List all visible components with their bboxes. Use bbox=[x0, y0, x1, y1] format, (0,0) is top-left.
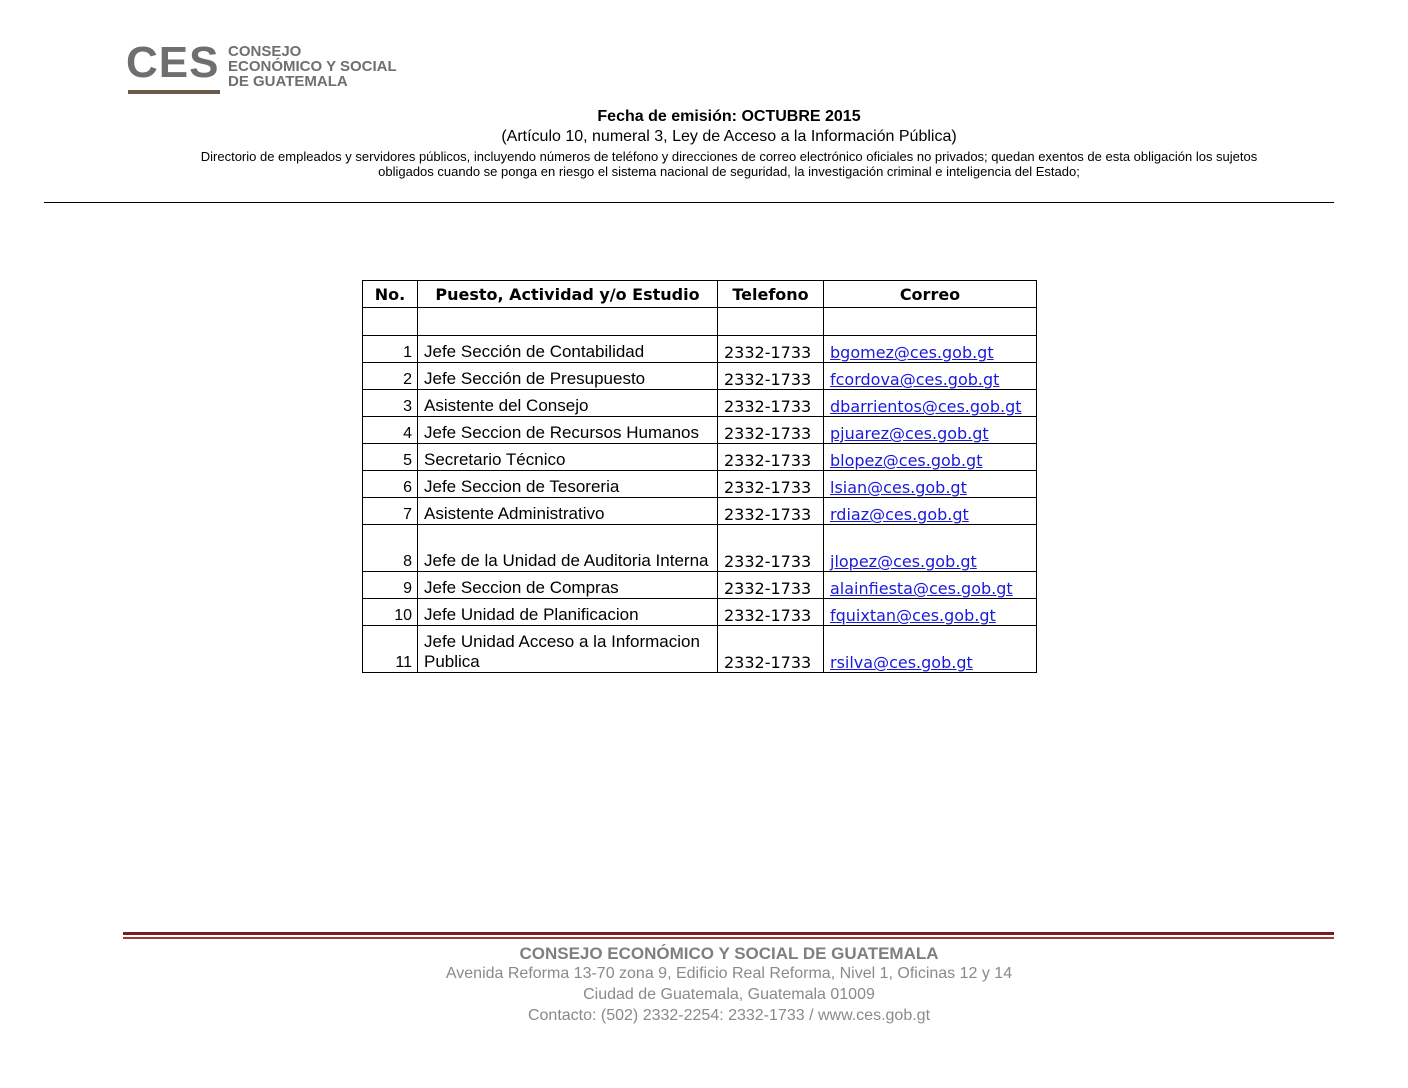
table-row bbox=[363, 626, 1037, 673]
table-row-empty bbox=[363, 308, 1037, 336]
row-position: Jefe Sección de Contabilidad bbox=[418, 336, 718, 363]
row-phone: 2332-1733 bbox=[718, 525, 824, 572]
logo-line-2: ECONÓMICO Y SOCIAL bbox=[228, 58, 397, 75]
logo-underline bbox=[128, 90, 220, 94]
row-position: Asistente del Consejo bbox=[418, 390, 718, 417]
email-link[interactable]: rdiaz@ces.gob.gt bbox=[830, 505, 969, 524]
row-phone: 2332-1733 bbox=[718, 572, 824, 599]
issue-date: Fecha de emisión: OCTUBRE 2015 bbox=[597, 108, 861, 125]
table-row bbox=[363, 336, 1037, 363]
email-link[interactable]: dbarrientos@ces.gob.gt bbox=[830, 397, 1022, 416]
description-line-2: obligados cuando se ponga en riesgo el sistema nacional de seguridad, la investigación criminal e inteligencia del Estado; bbox=[378, 164, 1080, 179]
email-link[interactable]: jlopez@ces.gob.gt bbox=[830, 552, 977, 571]
table-row bbox=[363, 444, 1037, 471]
email-link[interactable]: fquixtan@ces.gob.gt bbox=[830, 606, 996, 625]
table-row bbox=[363, 599, 1037, 626]
row-phone: 2332-1733 bbox=[718, 599, 824, 626]
table-row bbox=[363, 525, 1037, 572]
table-row bbox=[363, 572, 1037, 599]
row-number: 8 bbox=[363, 525, 418, 572]
table-row bbox=[363, 471, 1037, 498]
employee-directory-table bbox=[362, 280, 1037, 673]
row-position: Jefe Seccion de Recursos Humanos bbox=[418, 417, 718, 444]
footer-address: Avenida Reforma 13-70 zona 9, Edificio Real Reforma, Nivel 1, Oficinas 12 y 14 bbox=[445, 965, 1013, 982]
table-header-row bbox=[363, 281, 1037, 308]
row-position: Asistente Administrativo bbox=[418, 498, 718, 525]
logo-line-3: DE GUATEMALA bbox=[228, 73, 348, 90]
row-position: Secretario Técnico bbox=[418, 444, 718, 471]
row-phone: 2332-1733 bbox=[718, 390, 824, 417]
email-link[interactable]: rsilva@ces.gob.gt bbox=[830, 653, 973, 672]
description-line-1: Directorio de empleados y servidores públicos, incluyendo números de teléfono y direcciones de correo electrónico oficiales no privados; quedan exentos de esta obligación los sujetos bbox=[200, 149, 1258, 164]
email-link[interactable]: pjuarez@ces.gob.gt bbox=[830, 424, 989, 443]
header-no: No. bbox=[363, 281, 418, 308]
email-link[interactable]: bgomez@ces.gob.gt bbox=[830, 343, 994, 362]
directory-description bbox=[140, 149, 1318, 179]
row-number: 1 bbox=[363, 336, 418, 363]
row-position: Jefe Sección de Presupuesto bbox=[418, 363, 718, 390]
header-phone: Telefono bbox=[718, 281, 824, 308]
email-link[interactable]: alainfiesta@ces.gob.gt bbox=[830, 579, 1013, 598]
row-phone: 2332-1733 bbox=[718, 626, 824, 673]
legal-reference: (Artículo 10, numeral 3, Ley de Acceso a la Información Pública) bbox=[501, 128, 957, 145]
row-phone: 2332-1733 bbox=[718, 336, 824, 363]
row-phone: 2332-1733 bbox=[718, 498, 824, 525]
row-number: 4 bbox=[363, 417, 418, 444]
footer-city: Ciudad de Guatemala, Guatemala 01009 bbox=[583, 986, 875, 1003]
row-phone: 2332-1733 bbox=[718, 471, 824, 498]
header-divider bbox=[44, 202, 1334, 203]
logo-mark: CES bbox=[126, 38, 220, 87]
row-number: 3 bbox=[363, 390, 418, 417]
table-row bbox=[363, 363, 1037, 390]
table-row bbox=[363, 498, 1037, 525]
row-position: Jefe Unidad Acceso a la Informacion Publica bbox=[418, 626, 718, 673]
row-number: 6 bbox=[363, 471, 418, 498]
row-position: Jefe Seccion de Tesoreria bbox=[418, 471, 718, 498]
row-number: 2 bbox=[363, 363, 418, 390]
ces-logo bbox=[126, 38, 426, 96]
row-position: Jefe de la Unidad de Auditoria Interna bbox=[418, 525, 718, 572]
footer-contact: Contacto: (502) 2332-2254: 2332-1733 / www.ces.gob.gt bbox=[527, 1007, 931, 1024]
table-row bbox=[363, 417, 1037, 444]
header-email: Correo bbox=[824, 281, 1037, 308]
row-phone: 2332-1733 bbox=[718, 444, 824, 471]
header-position: Puesto, Actividad y/o Estudio bbox=[418, 281, 718, 308]
row-number: 10 bbox=[363, 599, 418, 626]
row-number: 9 bbox=[363, 572, 418, 599]
email-link[interactable]: lsian@ces.gob.gt bbox=[830, 478, 967, 497]
footer-rule-thick bbox=[123, 932, 1334, 935]
row-phone: 2332-1733 bbox=[718, 417, 824, 444]
footer-title: CONSEJO ECONÓMICO Y SOCIAL DE GUATEMALA bbox=[519, 944, 939, 963]
logo-wordmark bbox=[228, 44, 397, 89]
email-link[interactable]: blopez@ces.gob.gt bbox=[830, 451, 983, 470]
row-position: Jefe Unidad de Planificacion bbox=[418, 599, 718, 626]
row-number: 7 bbox=[363, 498, 418, 525]
row-number: 11 bbox=[363, 626, 418, 673]
row-position: Jefe Seccion de Compras bbox=[418, 572, 718, 599]
email-link[interactable]: fcordova@ces.gob.gt bbox=[830, 370, 1000, 389]
logo-line-1: CONSEJO bbox=[228, 43, 302, 60]
row-phone: 2332-1733 bbox=[718, 363, 824, 390]
row-number: 5 bbox=[363, 444, 418, 471]
table-row bbox=[363, 390, 1037, 417]
footer-rule-thin bbox=[123, 937, 1334, 939]
